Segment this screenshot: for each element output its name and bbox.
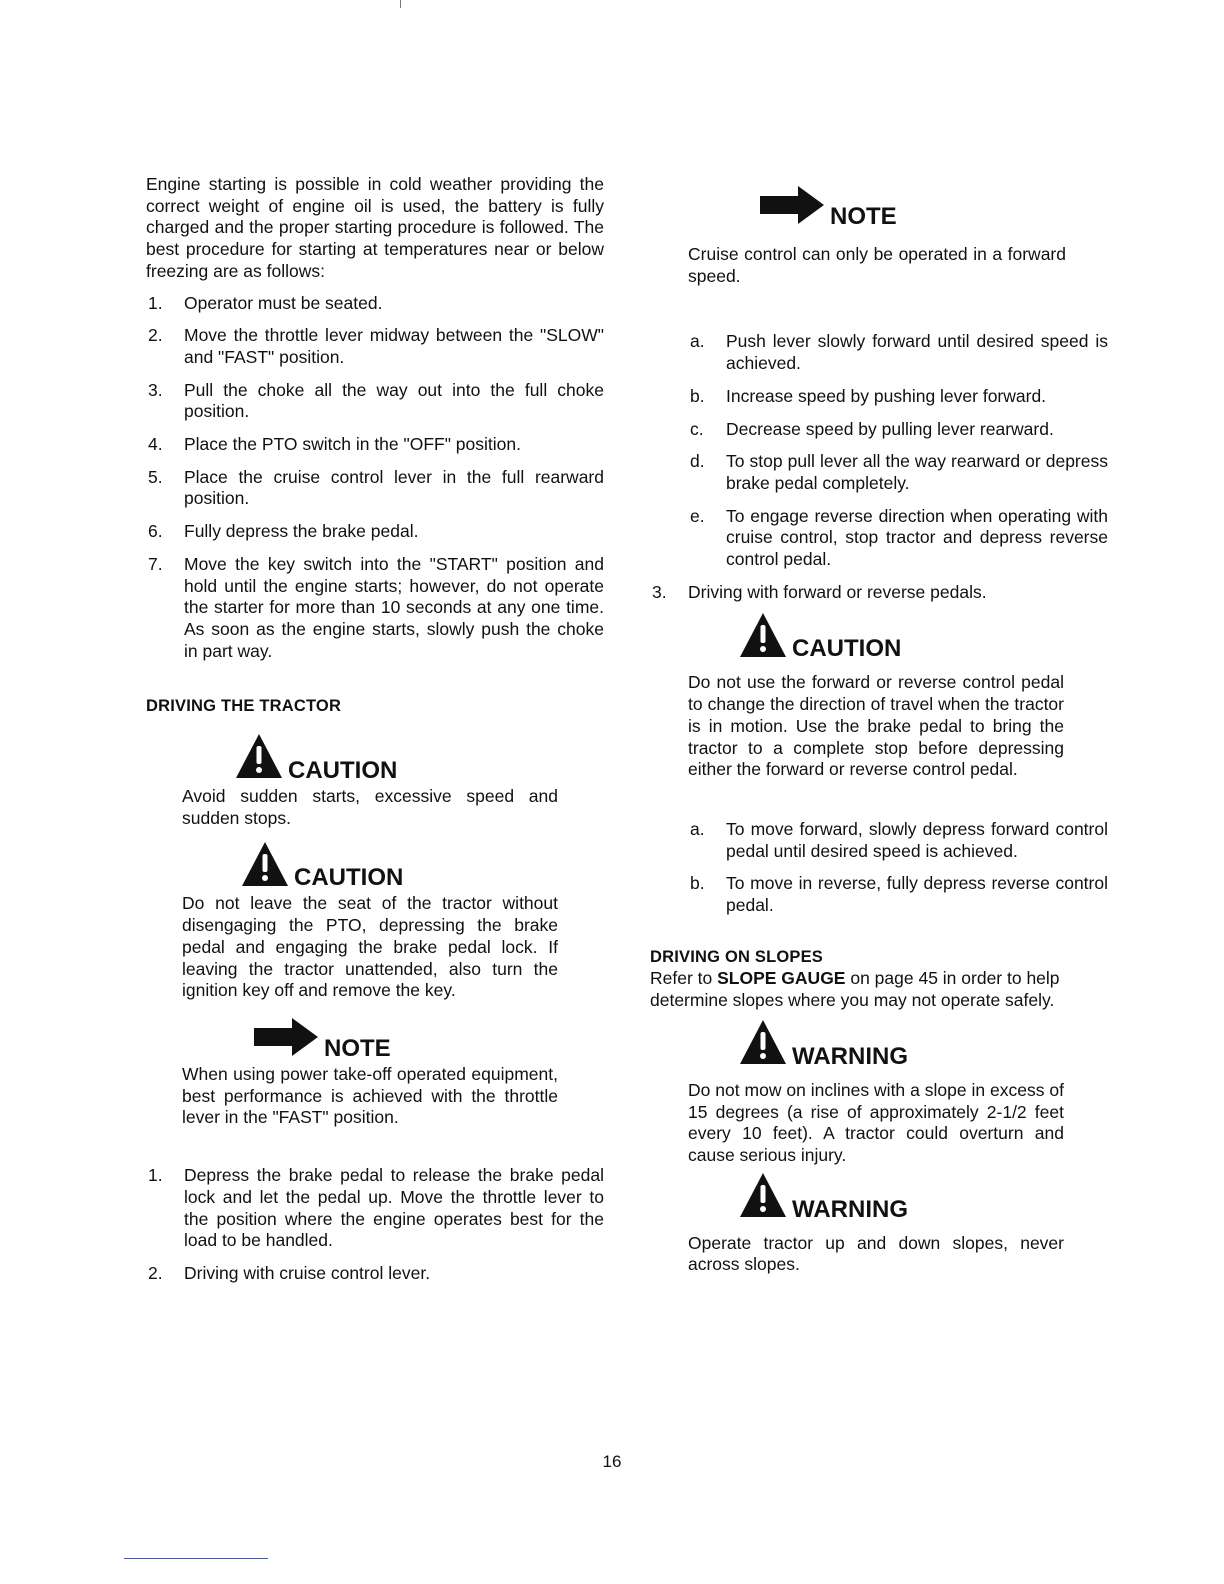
note-text: Cruise control can only be operated in a forward speed. [688,244,1066,286]
bottom-rule [124,1558,268,1559]
caution-leave-seat [182,843,558,1002]
slope-gauge-reference: SLOPE GAUGE [717,968,846,989]
caution-title: CAUTION [288,757,398,785]
cruise-steps [688,331,1108,570]
page-number: 16 [602,1452,622,1471]
warning-title: WARNING [792,1195,908,1223]
right-column [650,182,1108,1276]
warning-inclines [688,1022,1064,1167]
warning-header [738,1022,1064,1072]
list-item: d. To stop pull lever all the way rearward or depress brake pedal completely. [690,451,1108,493]
alert-triangle-icon [738,1171,788,1225]
caution-header [240,843,558,893]
cold-start-intro: Engine starting is possible in cold weather providing the correct weight of engine oil is used, the battery is fully charged and the proper starting procedure is followed. The best procedure for starting at temperatures near or below freezing are as follows: [146,174,604,281]
note-header [254,1014,558,1064]
caution-text: Avoid sudden starts, excessive speed and sudden stops. [182,786,558,828]
list-item: 6. Fully depress the brake pedal. [148,521,419,542]
list-item: 3. Pull the choke all the way out into the full choke position. [148,379,604,422]
list-item: 7. Move the key switch into the "START" position and hold until the engine starts; however, do not operate the starter for more than 10 seconds at any one time. As soon as the engine starts, slowly push the choke in part way. [148,553,604,661]
driving-on-slopes-heading: DRIVING ON SLOPES [650,947,824,966]
pedal-steps [688,819,1108,917]
list-item: 1. Operator must be seated. [148,292,383,313]
note-title: NOTE [830,203,897,230]
slopes-text: Refer to SLOPE GAUGE on page 45 in order to help determine slopes where you may not operate safely. [650,968,1060,1011]
warning-text: Operate tractor up and down slopes, never across slopes. [688,1232,1064,1275]
note-header [760,182,1066,232]
list-item: 4. Place the PTO switch in the "OFF" position. [148,434,521,455]
list-item: 2. Move the throttle lever midway between the "SLOW" and "FAST" position. [148,325,604,367]
scan-mark [400,0,401,8]
alert-triangle-icon [738,611,788,665]
list-item: 3. Driving with forward or reverse pedals. [652,581,987,602]
caution-title: CAUTION [792,635,902,663]
caution-header [234,736,558,786]
warning-text: Do not mow on inclines with a slope in excess of 15 degrees (a rise of approximately 2-1/2 feet every 10 feet). A tractor could overturn and cause serious injury. [688,1079,1064,1165]
alert-triangle-icon [234,732,284,786]
note-cruise-control [688,182,1066,287]
alert-triangle-icon [738,1018,788,1072]
starting-steps [146,293,604,663]
pedal-driving-step [650,582,1108,604]
caution-title: CAUTION [294,864,404,892]
note-text: When using power take-off operated equipment, best performance is achieved with the throttle lever in the "FAST" position. [182,1063,558,1128]
list-item: 2. Driving with cruise control lever. [148,1262,431,1283]
note-arrow-icon [760,184,826,232]
list-item: e. To engage reverse direction when operating with cruise control, stop tractor and depress reverse control pedal. [690,505,1108,570]
driving-steps [146,1165,604,1285]
list-item: 1. Depress the brake pedal to release the brake pedal lock and let the pedal up. Move the throttle lever to the position where the engine operates best for the load to be handled. [148,1165,604,1251]
note-title: NOTE [324,1034,391,1062]
caution-header [738,614,1064,664]
note-arrow-icon [254,1016,320,1064]
list-item: 5. Place the cruise control lever in the full rearward position. [148,466,604,509]
list-item: a. To move forward, slowly depress forward control pedal until desired speed is achieved. [690,818,1108,861]
driving-the-tractor-heading: DRIVING THE TRACTOR [146,697,342,716]
list-item: c. Decrease speed by pulling lever rearward. [690,418,1054,439]
warning-title: WARNING [792,1042,908,1070]
alert-triangle-icon [240,840,290,894]
warning-slopes [688,1175,1064,1276]
list-item: b. Increase speed by pushing lever forward. [690,385,1047,406]
list-item: a. Push lever slowly forward until desired speed is achieved. [690,331,1108,374]
caution-text: Do not leave the seat of the tractor without disengaging the PTO, depressing the brake pedal and engaging the brake pedal lock. If leaving the tractor unattended, also turn the ignition key off and remove the key. [182,893,558,1001]
note-pto [182,1014,558,1129]
caution-sudden-starts [182,736,558,829]
caution-direction-change [688,614,1064,781]
warning-header [738,1175,1064,1225]
list-item: b. To move in reverse, fully depress reverse control pedal. [690,873,1108,916]
left-column [146,174,604,1296]
caution-text: Do not use the forward or reverse control pedal to change the direction of travel when the tractor is in motion. Use the brake pedal to bring the tractor to a complete stop before depressing either the forward or reverse control pedal. [688,672,1064,780]
